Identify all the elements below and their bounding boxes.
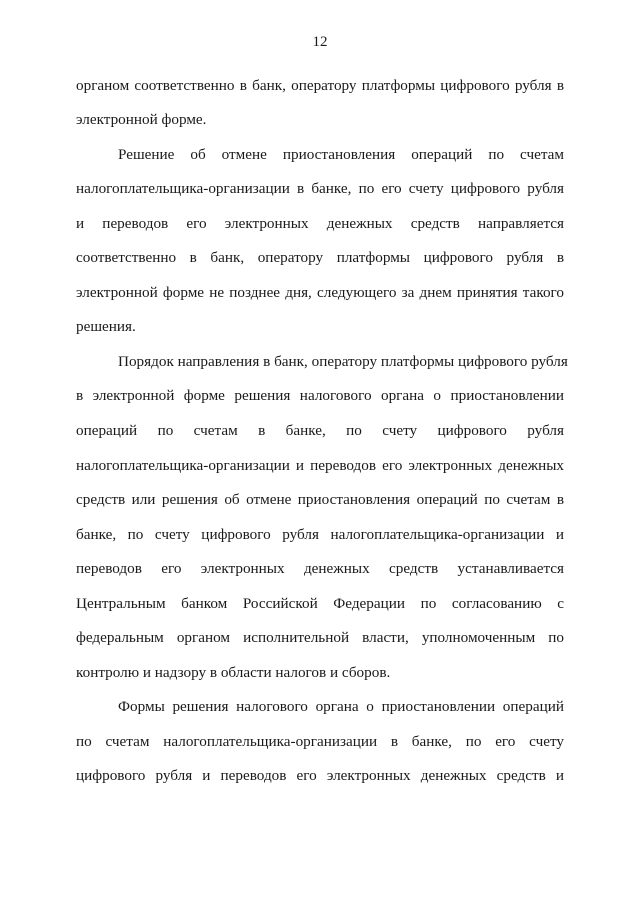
text-line: соответственно в банк, оператору платформы цифрового рубля в: [76, 249, 564, 266]
page-number: 12: [312, 34, 328, 50]
text-line: контролю и надзору в области налогов и сборов.: [76, 664, 391, 681]
text-line: Порядок направления в банк, оператору платформы цифрового рубля: [118, 353, 568, 370]
text-line: операций по счетам в банке, по счету цифрового рубля: [76, 422, 564, 439]
text-line: налогоплательщика-организации в банке, по его счету цифрового рубля: [76, 180, 564, 197]
text-line: электронной форме не позднее дня, следующего за днем принятия такого: [76, 284, 564, 301]
text-line: по счетам налогоплательщика-организации в банке, по его счету: [76, 733, 564, 750]
text-line: переводов его электронных денежных средств устанавливается: [76, 560, 564, 577]
text-line: Центральным банком Российской Федерации по согласованию с: [76, 595, 564, 612]
text-line: органом соответственно в банк, оператору платформы цифрового рубля в: [76, 77, 564, 94]
text-line: и переводов его электронных денежных средств направляется: [76, 215, 564, 232]
text-line: в электронной форме решения налогового органа о приостановлении: [76, 387, 564, 404]
text-line: цифрового рубля и переводов его электронных денежных средств и: [76, 767, 564, 784]
text-line: решения.: [76, 318, 136, 335]
text-line: Формы решения налогового органа о приостановлении операций: [118, 698, 564, 715]
text-line: банке, по счету цифрового рубля налогоплательщика-организации и: [76, 526, 564, 543]
text-line: средств или решения об отмене приостановления операций по счетам в: [76, 491, 564, 508]
text-line: электронной форме.: [76, 111, 207, 128]
text-line: налогоплательщика-организации и переводов его электронных денежных: [76, 457, 564, 474]
text-line: федеральным органом исполнительной власти, уполномоченным по: [76, 629, 564, 646]
text-line: Решение об отмене приостановления операций по счетам: [118, 146, 564, 163]
